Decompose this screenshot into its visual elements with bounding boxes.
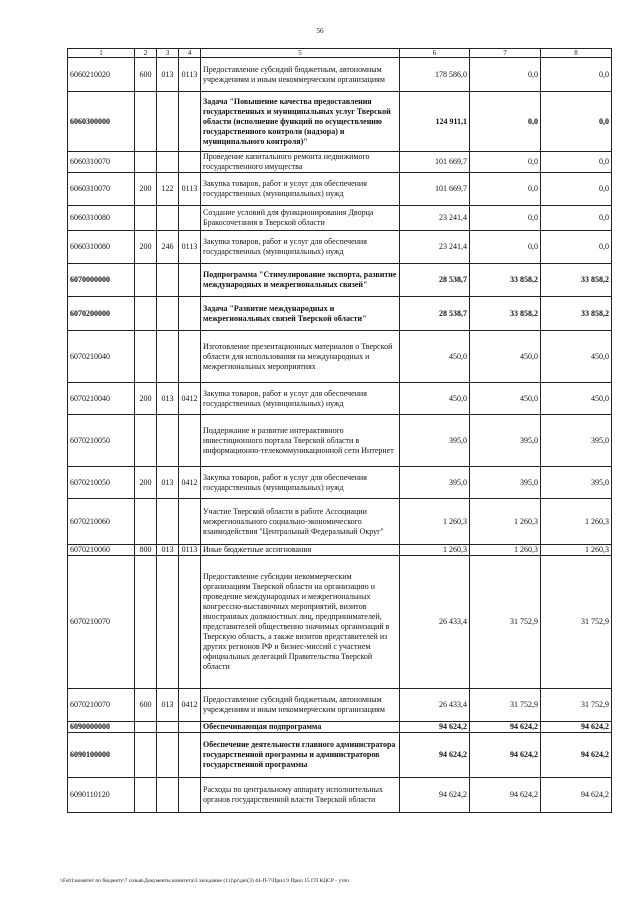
amount-year3-cell: 33 858,2 [541,297,612,331]
description-cell: Подпрограмма "Стимулирование экспорта, развитие международных и межрегиональных связей" [201,264,400,297]
description-cell: Изготовление презентационных материалов о Тверской области для использования на международных и межрегиональных мероприятиях [201,331,400,383]
col-number-1: 1 [68,49,135,58]
ministry-code-cell [157,556,179,689]
budget-code-cell: 6090000000 [68,722,135,733]
expense-type-cell: 600 [135,689,157,722]
amount-year3-cell: 450,0 [541,383,612,415]
section-code-cell [179,499,201,545]
description-cell: Иные бюджетные ассигнования [201,545,400,556]
amount-year3-cell: 0,0 [541,231,612,264]
table-row [68,231,612,264]
table-row [68,383,612,415]
col-number-4: 4 [179,49,201,58]
amount-year3-cell: 395,0 [541,467,612,499]
budget-code-cell: 6090100000 [68,733,135,778]
expense-type-cell: 200 [135,467,157,499]
expense-type-cell [135,152,157,173]
amount-year2-cell: 94 624,2 [470,733,541,778]
amount-year1-cell: 23 241,4 [400,206,470,231]
ministry-code-cell [157,415,179,467]
ministry-code-cell [157,733,179,778]
section-code-cell [179,331,201,383]
amount-year3-cell: 0,0 [541,173,612,206]
amount-year2-cell: 1 260,3 [470,545,541,556]
budget-code-cell: 6060310070 [68,173,135,206]
amount-year1-cell: 124 911,1 [400,92,470,152]
amount-year3-cell: 0,0 [541,152,612,173]
amount-year2-cell: 0,0 [470,173,541,206]
expense-type-cell [135,297,157,331]
ministry-code-cell [157,778,179,813]
expense-type-cell [135,556,157,689]
budget-code-cell: 6060210020 [68,58,135,92]
section-code-cell [179,92,201,152]
amount-year2-cell: 0,0 [470,58,541,92]
expense-type-cell [135,264,157,297]
description-cell: Задача "Развитие международных и межрегиональных связей Тверской области" [201,297,400,331]
budget-code-cell: 6070210060 [68,499,135,545]
ministry-code-cell [157,499,179,545]
amount-year1-cell: 94 624,2 [400,778,470,813]
table-row [68,689,612,722]
amount-year2-cell: 395,0 [470,467,541,499]
ministry-code-cell: 013 [157,545,179,556]
col-number-5: 5 [201,49,400,58]
amount-year1-cell: 94 624,2 [400,722,470,733]
description-cell: Поддержание и развитие интерактивного инвестиционного портала Тверской области в информационно-телекоммуникационной сети Интернет [201,415,400,467]
expense-type-cell: 200 [135,173,157,206]
section-code-cell [179,778,201,813]
section-code-cell [179,733,201,778]
budget-code-cell: 6070200000 [68,297,135,331]
expense-type-cell [135,499,157,545]
budget-code-cell: 6060300000 [68,92,135,152]
amount-year2-cell: 0,0 [470,206,541,231]
expense-type-cell: 200 [135,231,157,264]
amount-year3-cell: 0,0 [541,58,612,92]
table-row [68,206,612,231]
amount-year1-cell: 28 538,7 [400,264,470,297]
col-number-6: 6 [400,49,470,58]
description-cell: Предоставление субсидий бюджетным, автономным учреждениям и иным некоммерческим организациям [201,58,400,92]
ministry-code-cell: 013 [157,383,179,415]
ministry-code-cell: 013 [157,689,179,722]
ministry-code-cell [157,331,179,383]
ministry-code-cell [157,92,179,152]
amount-year2-cell: 0,0 [470,152,541,173]
budget-table [67,48,612,813]
amount-year1-cell: 101 669,7 [400,152,470,173]
amount-year1-cell: 395,0 [400,467,470,499]
budget-code-cell: 6070210040 [68,383,135,415]
ministry-code-cell: 246 [157,231,179,264]
amount-year3-cell: 33 858,2 [541,264,612,297]
table-row [68,467,612,499]
amount-year3-cell: 0,0 [541,92,612,152]
ministry-code-cell [157,297,179,331]
expense-type-cell [135,206,157,231]
amount-year2-cell: 94 624,2 [470,778,541,813]
description-cell: Закупка товаров, работ и услуг для обеспечения государственных (муниципальных) нужд [201,383,400,415]
expense-type-cell [135,778,157,813]
col-number-2: 2 [135,49,157,58]
expense-type-cell [135,733,157,778]
amount-year3-cell: 450,0 [541,331,612,383]
budget-code-cell: 6070000000 [68,264,135,297]
amount-year1-cell: 26 433,4 [400,689,470,722]
description-cell: Проведение капитального ремонта недвижимого государственного имущества [201,152,400,173]
section-code-cell [179,415,201,467]
ministry-code-cell [157,152,179,173]
amount-year3-cell: 94 624,2 [541,733,612,778]
section-code-cell [179,264,201,297]
amount-year3-cell: 31 752,9 [541,689,612,722]
section-code-cell: 0113 [179,58,201,92]
amount-year1-cell: 26 433,4 [400,556,470,689]
ministry-code-cell: 122 [157,173,179,206]
amount-year2-cell: 395,0 [470,415,541,467]
amount-year1-cell: 101 669,7 [400,173,470,206]
budget-code-cell: 6060310070 [68,152,135,173]
amount-year2-cell: 31 752,9 [470,556,541,689]
section-code-cell: 0412 [179,383,201,415]
expense-type-cell: 800 [135,545,157,556]
amount-year1-cell: 450,0 [400,331,470,383]
amount-year3-cell: 0,0 [541,206,612,231]
description-cell: Предоставление субсидий бюджетным, автономным учреждениям и иным некоммерческим организациям [201,689,400,722]
amount-year1-cell: 28 538,7 [400,297,470,331]
budget-code-cell: 6070210050 [68,415,135,467]
budget-code-cell: 6070210050 [68,467,135,499]
table-row [68,92,612,152]
expense-type-cell [135,722,157,733]
section-code-cell [179,297,201,331]
budget-code-cell: 6070210070 [68,689,135,722]
description-cell: Предоставление субсидии некоммерческим организациям Тверской области на организацию и проведение международных и межрегиональных конгрессно-выставочных мероприятий, визитов иностранных должностных лиц, предпринимателей, представителей общественно значимых организаций в Тверскую область, а также визитов представителей из других регионов РФ и бизнес-миссий с участием официальных делегаций Правительства Тверской области [201,556,400,689]
description-cell: Обеспечивающая подпрограмма [201,722,400,733]
amount-year2-cell: 0,0 [470,231,541,264]
amount-year2-cell: 0,0 [470,92,541,152]
amount-year3-cell: 94 624,2 [541,722,612,733]
table-row [68,415,612,467]
section-code-cell: 0113 [179,173,201,206]
amount-year3-cell: 395,0 [541,415,612,467]
budget-code-cell: 6090110120 [68,778,135,813]
amount-year3-cell: 1 260,3 [541,499,612,545]
description-cell: Закупка товаров, работ и услуг для обеспечения государственных (муниципальных) нужд [201,173,400,206]
expense-type-cell: 200 [135,383,157,415]
amount-year1-cell: 178 586,0 [400,58,470,92]
budget-code-cell: 6060310080 [68,206,135,231]
amount-year1-cell: 450,0 [400,383,470,415]
amount-year2-cell: 450,0 [470,383,541,415]
description-cell: Закупка товаров, работ и услуг для обеспечения государственных (муниципальных) нужд [201,231,400,264]
ministry-code-cell [157,206,179,231]
description-cell: Обеспечение деятельности главного администратора государственной программы и администраторов государственной программы [201,733,400,778]
expense-type-cell [135,92,157,152]
expense-type-cell: 600 [135,58,157,92]
table-row [68,331,612,383]
amount-year1-cell: 1 260,3 [400,545,470,556]
description-cell: Закупка товаров, работ и услуг для обеспечения государственных (муниципальных) нужд [201,467,400,499]
table-row [68,722,612,733]
table-row [68,152,612,173]
ministry-code-cell: 013 [157,467,179,499]
ministry-code-cell [157,264,179,297]
table-row [68,733,612,778]
amount-year2-cell: 31 752,9 [470,689,541,722]
ministry-code-cell [157,722,179,733]
section-code-cell: 0412 [179,467,201,499]
col-number-7: 7 [470,49,541,58]
table-row [68,264,612,297]
budget-code-cell: 6060310080 [68,231,135,264]
amount-year2-cell: 1 260,3 [470,499,541,545]
section-code-cell: 0113 [179,231,201,264]
amount-year1-cell: 94 624,2 [400,733,470,778]
table-row [68,778,612,813]
amount-year3-cell: 1 260,3 [541,545,612,556]
column-number-row [68,49,612,58]
table-row [68,297,612,331]
amount-year1-cell: 395,0 [400,415,470,467]
budget-code-cell: 6070210070 [68,556,135,689]
col-number-8: 8 [541,49,612,58]
description-cell: Участие Тверской области в работе Ассоциации межрегионального социально-экономического взаимодействия "Центральный Федеральный Округ" [201,499,400,545]
section-code-cell [179,722,201,733]
budget-code-cell: 6070210040 [68,331,135,383]
section-code-cell [179,152,201,173]
amount-year3-cell: 31 752,9 [541,556,612,689]
amount-year1-cell: 23 241,4 [400,231,470,264]
budget-code-cell: 6070210060 [68,545,135,556]
section-code-cell [179,556,201,689]
section-code-cell [179,206,201,231]
amount-year3-cell: 94 624,2 [541,778,612,813]
amount-year2-cell: 33 858,2 [470,297,541,331]
section-code-cell: 0113 [179,545,201,556]
amount-year2-cell: 450,0 [470,331,541,383]
page-number: 56 [316,27,324,35]
table-row [68,545,612,556]
expense-type-cell [135,331,157,383]
col-number-3: 3 [157,49,179,58]
description-cell: Задача "Повышение качества предоставления государственных и муниципальных услуг Тверской области (исполнение функций по осуществлению государственного контроля (надзора) и муниципального контроля)" [201,92,400,152]
description-cell: Создание условий для функционирования Дворца Бракосочетания в Тверской области [201,206,400,231]
amount-year2-cell: 94 624,2 [470,722,541,733]
table-row [68,58,612,92]
description-cell: Расходы по центральному аппарату исполнительных органов государственной власти Тверской области [201,778,400,813]
amount-year2-cell: 33 858,2 [470,264,541,297]
ministry-code-cell: 013 [157,58,179,92]
table-row [68,173,612,206]
file-path-footer: \\Fs01\комитет по бюджету\7 созыв\Документы комитета\3 заседание (11)\pr\дн\(3) 44-П-7\Прил 9 Прил 15 ГП КЦСР - уточ [60,878,349,884]
table-row [68,499,612,545]
amount-year1-cell: 1 260,3 [400,499,470,545]
table-row [68,556,612,689]
section-code-cell: 0412 [179,689,201,722]
expense-type-cell [135,415,157,467]
